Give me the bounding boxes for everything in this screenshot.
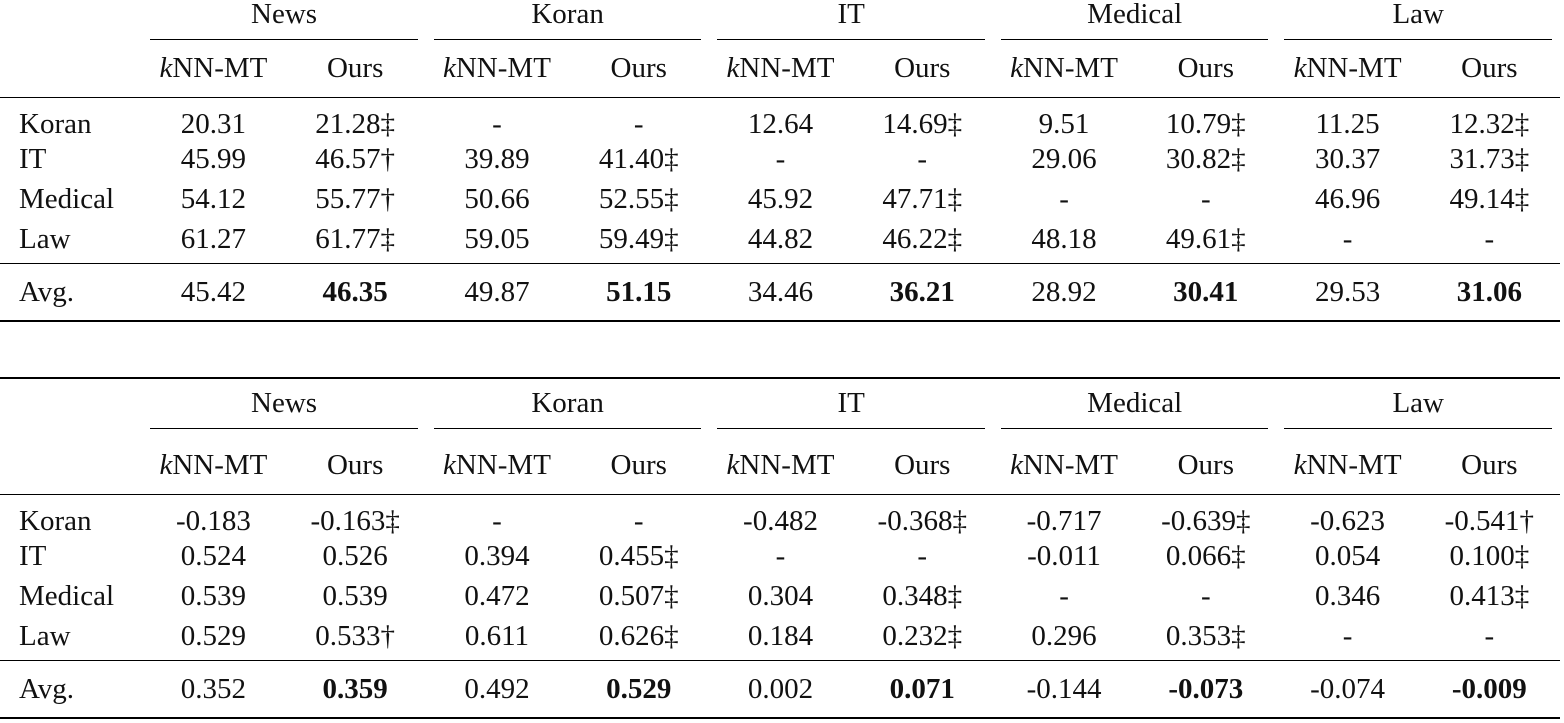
table-cell: 0.353‡ [1165, 619, 1246, 652]
method-k: k [726, 52, 740, 84]
row-label: Avg. [19, 672, 75, 705]
average-cell: 45.42 [180, 275, 247, 308]
average-cell: 0.359 [322, 672, 388, 705]
average-cell: 34.46 [747, 275, 814, 308]
table-cell: -0.368‡ [877, 505, 967, 537]
average-cell: 28.92 [1031, 275, 1097, 308]
domain-header [993, 0, 1277, 40]
method-header-ours: Ours [1177, 52, 1234, 84]
table-cell: -0.011 [1027, 539, 1101, 572]
method-header-knn [709, 437, 851, 495]
method-header-knn [993, 40, 1135, 98]
table-cell: 61.77‡ [315, 222, 396, 255]
table-cell: 0.611 [464, 619, 530, 652]
table-cell: 41.40‡ [598, 142, 679, 175]
method-k: k [442, 449, 456, 481]
results-table-1 [0, 0, 1560, 322]
row-label: IT [19, 142, 47, 175]
average-cell: 30.41 [1173, 275, 1239, 308]
average-cell: 0.071 [889, 672, 955, 705]
table-cell: 30.82‡ [1165, 142, 1246, 175]
domain-header-label: IT [837, 387, 865, 419]
table-cell: - [1342, 619, 1353, 652]
row-label: Law [19, 619, 71, 652]
table-cell: - [633, 108, 644, 140]
method-k: k [1293, 52, 1307, 84]
table-cell: - [1342, 222, 1353, 255]
table-row [0, 219, 1560, 264]
method-header-row [0, 40, 1560, 98]
table-cell: 21.28‡ [315, 108, 396, 140]
table-cell: - [492, 505, 502, 537]
table-cell: 59.05 [464, 222, 530, 255]
corner-cell [0, 378, 142, 437]
table-cell: 12.64 [747, 108, 814, 140]
table-cell: 0.304 [747, 579, 814, 612]
domain-header [709, 378, 993, 437]
domain-header [142, 378, 426, 437]
method-header-knn [426, 40, 568, 98]
table-cell: -0.482 [743, 505, 818, 537]
method-k: k [159, 52, 173, 84]
method-header-ours: Ours [326, 449, 384, 481]
domain-header-label: Medical [1087, 0, 1183, 30]
table-cell: - [775, 539, 786, 572]
average-cell: 46.35 [322, 275, 388, 308]
table-cell: 59.49‡ [598, 222, 679, 255]
table-cell: 10.79‡ [1165, 108, 1246, 140]
method-header-knn [426, 437, 568, 495]
domain-header [1276, 378, 1560, 437]
table-cell: 0.539 [180, 579, 247, 612]
table-cell: 0.626‡ [598, 619, 679, 652]
method-header-knn [142, 437, 284, 495]
table-cell: 0.413‡ [1449, 579, 1530, 612]
average-cell: -0.073 [1168, 672, 1244, 705]
domain-header-label: Law [1392, 387, 1444, 419]
table-cell: 47.71‡ [882, 182, 963, 215]
method-name: NN-MT [172, 449, 268, 481]
table-cell: 50.66 [464, 182, 530, 215]
table-cell: 46.22‡ [882, 222, 963, 255]
table-cell: -0.163‡ [310, 505, 400, 537]
table-cell: 61.27 [180, 222, 247, 255]
table-cell: 29.06 [1031, 142, 1097, 175]
table-cell: -0.639‡ [1161, 505, 1251, 537]
table-cell: 46.57† [315, 142, 396, 175]
average-cell: 0.002 [747, 672, 814, 705]
domain-header-label: Law [1392, 0, 1444, 30]
row-label: Law [19, 222, 71, 255]
method-name: NN-MT [1306, 449, 1402, 481]
method-header-row [0, 437, 1560, 495]
domain-header-label: News [251, 387, 318, 419]
method-name: NN-MT [1022, 449, 1118, 481]
table-cell: 11.25 [1315, 108, 1380, 140]
method-header-ours: Ours [894, 52, 951, 84]
table-cell: 54.12 [180, 182, 247, 215]
table-cell: 31.73‡ [1449, 142, 1530, 175]
corner-cell [0, 0, 142, 40]
table-cell: 46.96 [1314, 182, 1381, 215]
table-cell: - [492, 108, 502, 140]
table-cell: 0.472 [464, 579, 530, 612]
method-k: k [442, 52, 456, 84]
method-header-knn [1276, 437, 1418, 495]
average-cell: 29.53 [1314, 275, 1381, 308]
table-cell: 48.18 [1031, 222, 1097, 255]
method-header-knn [142, 40, 284, 98]
table-cell: -0.623 [1310, 505, 1386, 537]
table-row [0, 98, 1560, 140]
table-cell: 0.184 [747, 619, 814, 652]
corner-cell [0, 437, 142, 495]
group-rule [1284, 428, 1552, 429]
table-cell: 0.348‡ [882, 579, 963, 612]
table-row [0, 179, 1560, 219]
table-cell: 0.346 [1314, 579, 1381, 612]
domain-header-label: IT [837, 0, 865, 30]
average-cell: 0.492 [464, 672, 530, 705]
method-name: NN-MT [739, 52, 835, 84]
domain-header [993, 378, 1277, 437]
table-cell: -0.717 [1026, 505, 1102, 537]
method-header-ours: Ours [610, 52, 667, 84]
table-cell: 0.066‡ [1165, 539, 1246, 572]
table-cell: 49.14‡ [1449, 182, 1530, 215]
method-header-ours: Ours [326, 52, 384, 84]
table-cell: - [1484, 619, 1495, 652]
group-rule [434, 428, 702, 429]
domain-header-label: Koran [531, 0, 604, 30]
table-cell: 0.455‡ [598, 539, 679, 572]
average-cell: 36.21 [889, 275, 955, 308]
domain-header-label: Koran [531, 387, 604, 419]
domain-header [426, 378, 710, 437]
domain-header-row [0, 0, 1560, 40]
table-cell: - [917, 142, 928, 175]
row-label: Koran [19, 108, 92, 140]
domain-header [142, 0, 426, 40]
table-cell: 0.539 [322, 579, 388, 612]
average-cell: -0.009 [1451, 672, 1527, 705]
method-header-knn [709, 40, 851, 98]
results-table-2 [0, 377, 1560, 719]
table-cell: - [1059, 579, 1069, 612]
method-name: NN-MT [1022, 52, 1118, 84]
domain-header [1276, 0, 1560, 40]
method-name: NN-MT [739, 449, 835, 481]
row-label: Medical [19, 579, 115, 612]
table-cell: - [1200, 579, 1211, 612]
method-k: k [1010, 449, 1023, 481]
table-cell: 49.61‡ [1165, 222, 1246, 255]
table-cell: 12.32‡ [1449, 108, 1530, 140]
table-cell: 0.100‡ [1449, 539, 1530, 572]
method-name: NN-MT [455, 449, 551, 481]
row-label: Medical [19, 182, 115, 215]
table-row [0, 495, 1560, 537]
table-cell: 0.054 [1314, 539, 1381, 572]
method-header-knn [1276, 40, 1418, 98]
method-k: k [726, 449, 740, 481]
average-cell: 31.06 [1456, 275, 1522, 308]
domain-header [709, 0, 993, 40]
table-cell: 44.82 [747, 222, 814, 255]
table-row [0, 616, 1560, 661]
method-header-ours: Ours [1461, 52, 1518, 84]
domain-header [426, 0, 710, 40]
average-cell: -0.144 [1026, 672, 1102, 705]
domain-header-row [0, 378, 1560, 437]
method-header-ours: Ours [1461, 449, 1518, 481]
method-k: k [159, 449, 173, 481]
table-cell: 0.529 [180, 619, 247, 652]
table-cell: 14.69‡ [882, 108, 963, 140]
table-cell: - [1484, 222, 1495, 255]
table-cell: 45.92 [747, 182, 814, 215]
method-header-ours: Ours [894, 449, 951, 481]
table-cell: 0.394 [464, 539, 530, 572]
method-name: NN-MT [172, 52, 268, 84]
table-cell: 55.77† [315, 182, 396, 215]
table-cell: 0.232‡ [882, 619, 963, 652]
table-cell: - [633, 505, 644, 537]
row-label: Koran [19, 505, 92, 537]
table-row [0, 576, 1560, 616]
domain-header-label: News [251, 0, 318, 30]
average-cell: -0.074 [1310, 672, 1386, 705]
method-k: k [1010, 52, 1023, 84]
method-header-ours: Ours [1177, 449, 1234, 481]
average-cell: 49.87 [464, 275, 530, 308]
domain-header-label: Medical [1087, 387, 1183, 419]
average-cell: 0.529 [606, 672, 672, 705]
row-label: IT [19, 539, 47, 572]
table-cell: 0.507‡ [598, 579, 679, 612]
table-cell: 45.99 [180, 142, 247, 175]
group-rule [1001, 428, 1269, 429]
table-row [0, 536, 1560, 576]
method-name: NN-MT [1306, 52, 1402, 84]
corner-cell [0, 40, 142, 98]
table-cell: 0.524 [180, 539, 247, 572]
average-cell: 51.15 [606, 275, 672, 308]
group-rule [717, 428, 985, 429]
table-cell: 39.89 [464, 142, 530, 175]
table-row [0, 139, 1560, 179]
table-cell: 0.296 [1031, 619, 1097, 652]
table-cell: -0.183 [175, 505, 251, 537]
method-header-ours: Ours [610, 449, 667, 481]
table-cell: 9.51 [1038, 108, 1090, 140]
group-rule [150, 428, 418, 429]
method-name: NN-MT [455, 52, 551, 84]
table-cell: - [775, 142, 786, 175]
table-cell: -0.541† [1444, 505, 1535, 537]
average-row [0, 661, 1560, 719]
row-label: Avg. [19, 275, 75, 308]
table-cell: 0.526 [322, 539, 388, 572]
table-cell: - [917, 539, 928, 572]
table-cell: - [1059, 182, 1069, 215]
average-row [0, 264, 1560, 322]
method-k: k [1293, 449, 1307, 481]
table-cell: 30.37 [1314, 142, 1381, 175]
table-cell: 52.55‡ [598, 182, 679, 215]
table-cell: - [1200, 182, 1211, 215]
table-cell: 20.31 [180, 108, 247, 140]
method-header-knn [993, 437, 1135, 495]
average-cell: 0.352 [180, 672, 247, 705]
table-cell: 0.533† [315, 619, 396, 652]
